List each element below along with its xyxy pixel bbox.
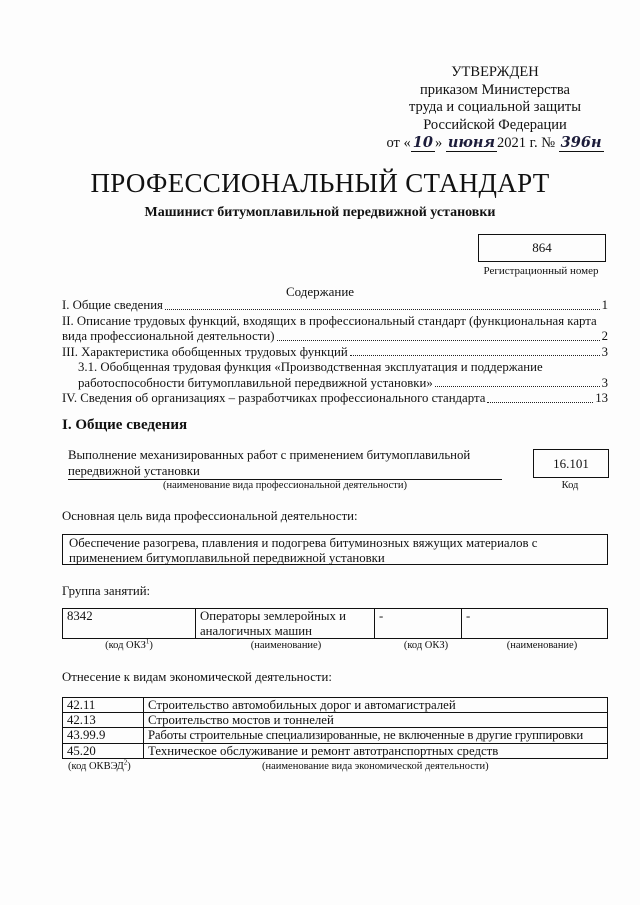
toc-item-page: 3 <box>601 344 608 359</box>
toc-title: Содержание <box>285 284 355 299</box>
okz-name-label-2: (наименование) <box>506 640 578 651</box>
approval-line-3: труда и социальной защиты <box>409 99 581 115</box>
table-row <box>63 713 608 728</box>
section-heading: I. Общие сведения <box>62 417 188 433</box>
approval-line-2: приказом Министерства <box>420 81 570 98</box>
approval-line-1: УТВЕРЖДЕН <box>451 64 539 80</box>
economic-activity-table <box>62 697 608 759</box>
goal-label: Основная цель вида профессиональной деятельности: <box>62 509 358 523</box>
toc-item-page: 3 <box>601 375 608 390</box>
toc-item-4[interactable] <box>62 376 608 392</box>
toc-item-text: IV. Сведения об организациях – разработчиках профессионального стандарта <box>62 391 486 405</box>
activity-label: (наименование вида профессиональной деятельности) <box>163 480 407 491</box>
toc-dots <box>487 402 593 403</box>
order-number: 396н <box>560 134 602 151</box>
table-row <box>63 609 608 639</box>
okved-name-cell: Строительство автомобильных дорог и автомагистралей <box>144 698 608 713</box>
activity-code-label: Код <box>561 480 579 491</box>
economic-label: Отнесение к видам экономической деятельности: <box>62 670 332 684</box>
goal-box <box>62 534 608 565</box>
okved-code-cell: 43.99.9 <box>63 728 144 743</box>
table-row <box>63 743 608 758</box>
goal-line-2: применением битумоплавильной передвижной установки <box>69 550 385 565</box>
date-month: июня <box>447 134 496 151</box>
occupation-name-line-1: Операторы землеройных и <box>200 609 346 623</box>
document-title: ПРОФЕССИОНАЛЬНЫЙ СТАНДАРТ <box>90 168 550 198</box>
toc-item-3[interactable] <box>62 345 608 361</box>
occupation-name-line-2: аналогичных машин <box>200 623 312 638</box>
date-day-close: » <box>434 135 443 151</box>
table-of-contents <box>62 298 608 407</box>
activity-name <box>68 448 504 479</box>
toc-item-text: вида профессиональной деятельности) <box>62 329 275 343</box>
table-row <box>63 698 608 713</box>
toc-dots <box>277 340 600 341</box>
occupation-code-cell-2: - <box>375 609 462 639</box>
toc-item-5[interactable] <box>62 391 608 407</box>
toc-item-page: 1 <box>601 298 608 312</box>
okved-name-cell: Техническое обслуживание и ремонт автотранспортных средств <box>144 743 608 758</box>
date-year: 2021 г. № <box>497 135 556 151</box>
date-day: 10 <box>412 134 433 151</box>
okz-code-label: (код ОКЗ$^1$) <box>105 637 153 651</box>
okz-code-label-2: (код ОКЗ) <box>403 640 449 651</box>
approval-line-4: Российской Федерации <box>423 116 567 133</box>
goal-line-1: Обеспечение разогрева, плавления и подогрева битуминозных вяжущих материалов с <box>69 536 538 550</box>
activity-code-box: 16.101 <box>533 449 609 478</box>
occupation-code-cell: 8342 <box>63 609 196 639</box>
table-row <box>63 728 608 743</box>
okved-name-cell: Работы строительные специализированные, не включенные в другие группировки <box>144 728 608 743</box>
registration-number-label: Регистрационный номер <box>483 265 599 277</box>
toc-item-4-line1[interactable]: 3.1. Обобщенная трудовая функция «Производственная эксплуатация и поддержание <box>78 360 543 374</box>
occupation-name-cell <box>196 609 375 639</box>
document-subtitle: Машинист битумоплавильной передвижной установки <box>144 205 496 220</box>
okved-code-cell: 42.13 <box>63 713 144 728</box>
okz-name-label: (наименование) <box>250 640 322 651</box>
toc-item-page: 2 <box>601 329 608 343</box>
toc-item-2[interactable] <box>62 329 608 345</box>
toc-dots <box>435 386 600 387</box>
occupation-group-label: Группа занятий: <box>62 584 151 598</box>
okved-code-label: (код ОКВЭД$^2$) <box>68 758 131 772</box>
toc-item-page: 13 <box>595 391 608 405</box>
okved-name-label: (наименование вида экономической деятельности) <box>262 761 489 772</box>
occupation-name-cell-2: - <box>462 609 608 639</box>
occupation-table <box>62 608 608 639</box>
toc-dots <box>165 309 600 310</box>
toc-item-text: I. Общие сведения <box>62 298 163 312</box>
activity-name-line-2: передвижной установки <box>68 463 200 478</box>
approval-block <box>380 64 610 153</box>
okved-code-cell: 42.11 <box>63 698 144 713</box>
date-prefix: от « <box>386 135 411 151</box>
toc-dots <box>350 355 600 356</box>
toc-item-2-line1[interactable]: II. Описание трудовых функций, входящих в профессиональный стандарт (функциональная карта <box>62 313 597 328</box>
toc-item-text: работоспособности битумоплавильной передвижной установки» <box>78 375 433 390</box>
okved-code-cell: 45.20 <box>63 743 144 758</box>
okved-name-cell: Строительство мостов и тоннелей <box>144 713 608 728</box>
toc-item-text: III. Характеристика обобщенных трудовых функций <box>62 344 348 359</box>
toc-item-1[interactable] <box>62 298 608 314</box>
registration-number-box: 864 <box>478 234 606 262</box>
activity-name-line-1: Выполнение механизированных работ с применением битумоплавильной <box>68 448 471 462</box>
approval-date <box>380 134 610 153</box>
